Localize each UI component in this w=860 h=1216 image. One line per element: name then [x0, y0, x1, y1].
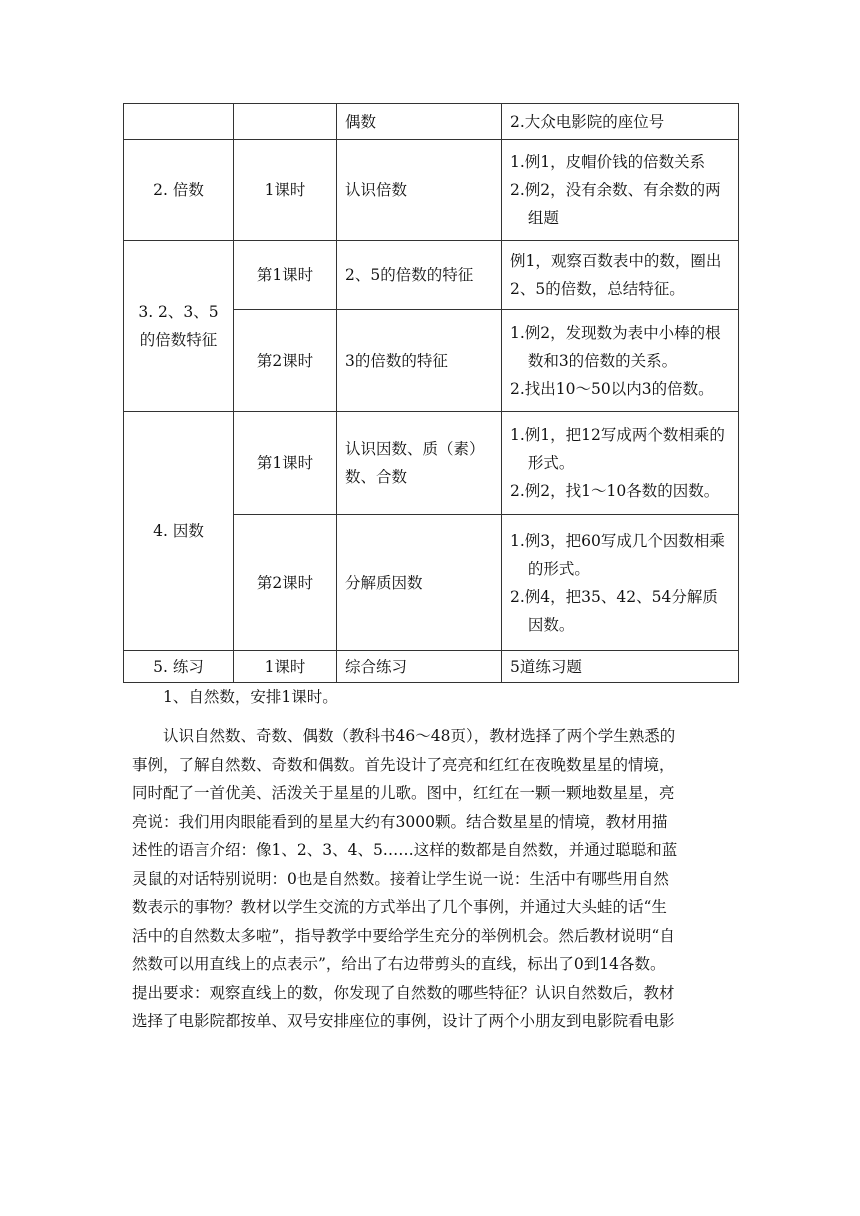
table-row — [124, 140, 739, 241]
table-row — [124, 651, 739, 683]
content-line: 2.例4，把35、42、54分解质因数。 — [510, 587, 718, 634]
topic-cell: 认识倍数 — [337, 140, 502, 241]
table-row — [124, 104, 739, 140]
paragraph-line: 事例，了解自然数、奇数和偶数。首先设计了亮亮和红红在夜晚数星星的情境， — [132, 755, 675, 774]
unit-cell — [124, 104, 234, 140]
content-line: 2.大众电影院的座位号 — [510, 112, 665, 131]
topic-cell: 认识因数、质（素）数、合数 — [337, 412, 502, 515]
table-row — [124, 241, 739, 310]
paragraph-line: 然数可以用直线上的点表示”，给出了右边带剪头的直线，标出了0到14各数。 — [132, 955, 666, 973]
content-line: 5道练习题 — [510, 657, 582, 676]
hours-cell: 1课时 — [234, 140, 337, 241]
paragraph-line: 活中的自然数太多啦”，指导教学中要给学生充分的举例机会。然后教材说明“自 — [132, 926, 675, 945]
content-line: 2.找出10～50以内3的倍数。 — [510, 379, 714, 398]
content-cell — [502, 140, 739, 241]
topic-cell: 分解质因数 — [337, 515, 502, 651]
unit-cell: 2. 倍数 — [124, 140, 234, 241]
content-line: 1.例2，发现数为表中小棒的根数和3的倍数的关系。 — [510, 323, 721, 370]
hours-cell: 第1课时 — [234, 241, 337, 310]
content-line: 1.例1，把12写成两个数相乘的形式。 — [510, 426, 725, 472]
topic-cell: 2、5的倍数的特征 — [337, 241, 502, 310]
unit-cell: 3. 2、3、5的倍数特征 — [124, 241, 234, 412]
lesson-plan-table — [123, 103, 739, 683]
content-cell — [502, 104, 739, 140]
heading-text: 1、自然数，安排1课时。 — [163, 688, 338, 706]
paragraph-line: 数表示的事物？教材以学生交流的方式举出了几个事例，并通过大头蛙的话“生 — [132, 898, 667, 916]
paragraph-line: 述性的语言介绍：像1、2、3、4、5……这样的数都是自然数，并通过聪聪和蓝 — [132, 841, 678, 859]
content-line: 1.例1，皮帽价钱的倍数关系 — [510, 153, 706, 171]
content-cell — [502, 515, 739, 651]
paragraph-line: 选择了电影院都按单、双号安排座位的事例，设计了两个小朋友到电影院看电影 — [132, 1012, 675, 1030]
hours-cell — [234, 104, 337, 140]
content-line: 1.例3，把60写成几个因数相乘的形式。 — [510, 531, 725, 578]
content-cell — [502, 241, 739, 310]
paragraph-line: 认识自然数、奇数、偶数（教科书46～48页），教材选择了两个学生熟悉的 — [163, 727, 676, 745]
hours-cell: 1课时 — [234, 651, 337, 683]
content-line: 2.例2，找1～10各数的因数。 — [510, 482, 720, 500]
unit-cell: 4. 因数 — [124, 412, 234, 651]
content-line: 2.例2，没有余数、有余数的两组题 — [510, 181, 721, 227]
paragraph-line: 亮说：我们用肉眼能看到的星星大约有3000颗。结合数星星的情境，教材用描 — [132, 812, 668, 831]
content-cell — [502, 651, 739, 683]
paragraph-line: 灵鼠的对话特别说明：0也是自然数。接着让学生说一说：生活中有哪些用自然 — [132, 869, 669, 888]
unit-cell: 5. 练习 — [124, 651, 234, 683]
content-line: 例1，观察百数表中的数，圈出2、5的倍数，总结特征。 — [510, 252, 722, 298]
content-cell — [502, 412, 739, 515]
table-row — [124, 412, 739, 515]
paragraph-line: 提出要求：观察直线上的数，你发现了自然数的哪些特征？认识自然数后，教材 — [132, 983, 675, 1002]
body-paragraph — [132, 722, 738, 1036]
paragraph-line: 同时配了一首优美、活泼关于星星的儿歌。图中，红红在一颗一颗地数星星，亮 — [132, 784, 675, 802]
hours-cell: 第1课时 — [234, 412, 337, 515]
section-heading — [132, 683, 738, 712]
topic-cell: 综合练习 — [337, 651, 502, 683]
content-cell — [502, 310, 739, 412]
topic-cell: 3的倍数的特征 — [337, 310, 502, 412]
hours-cell: 第2课时 — [234, 515, 337, 651]
topic-cell: 偶数 — [337, 104, 502, 140]
hours-cell: 第2课时 — [234, 310, 337, 412]
